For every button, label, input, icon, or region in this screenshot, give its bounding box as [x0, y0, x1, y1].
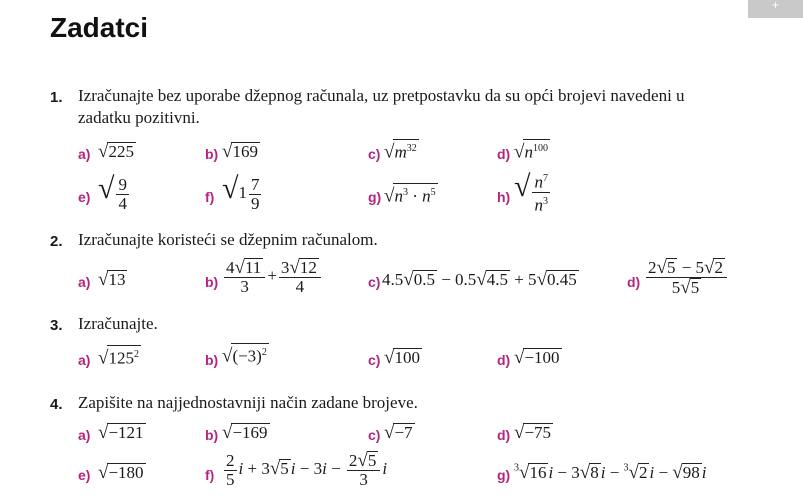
- task-text: Izračunajte koristeći se džepnim računalom.: [78, 230, 378, 249]
- item-label: b): [205, 352, 219, 368]
- item-label: a): [78, 427, 91, 443]
- item-label: d): [497, 427, 511, 443]
- item-label: c): [368, 427, 381, 443]
- item-label: a): [78, 274, 91, 290]
- math-expression: √−169: [222, 422, 268, 443]
- math-expression: $\frac{2}{5}$ i + 3√5 i − 3i − $\frac{2√5}{3}$ i: [226, 450, 388, 489]
- item-label: d): [497, 146, 511, 162]
- item-label: f): [205, 467, 215, 483]
- math-expression: $^3$√16 i − 3√8 i − $^3$√2 i − √98 i: [514, 462, 707, 483]
- item-label: b): [205, 274, 219, 290]
- math-expression: $√n^3 \cdot n^5$: [384, 183, 438, 208]
- item-label: b): [205, 427, 219, 443]
- math-expression: √−100: [514, 347, 560, 368]
- item-label: d): [627, 274, 641, 290]
- math-expression: √1 $\frac{7}{9}$: [222, 172, 260, 213]
- math-expression: $√(-3)^2$: [222, 343, 269, 368]
- math-expression: √−75: [514, 422, 552, 443]
- task-number: 3.: [50, 317, 63, 334]
- math-expression: $√n^{100}$: [514, 139, 550, 164]
- math-expression: √−7: [384, 422, 413, 443]
- task-text: Izračunajte.: [78, 314, 158, 333]
- item-label: g): [497, 467, 511, 483]
- item-label: e): [78, 467, 91, 483]
- add-button[interactable]: +: [748, 0, 803, 18]
- item-label: f): [205, 189, 215, 205]
- item-label: a): [78, 146, 91, 162]
- math-expression: √13: [98, 269, 126, 290]
- item-label: d): [497, 352, 511, 368]
- item-label: b): [205, 146, 219, 162]
- math-expression: √−180: [98, 462, 144, 483]
- item-label: c): [368, 146, 381, 162]
- page-title: Zadatci: [50, 12, 149, 43]
- item-label: g): [368, 189, 382, 205]
- task-text: zadatku pozitivni.: [78, 108, 200, 127]
- math-expression: √ $\frac{n^7}{n^3}$: [514, 170, 548, 215]
- task-number: 2.: [50, 233, 63, 250]
- item-label: e): [78, 189, 91, 205]
- math-expression: √225: [98, 141, 134, 162]
- math-expression: $\frac{2√5 - 5√2}{5√5}$: [644, 258, 729, 297]
- item-label: a): [78, 352, 91, 368]
- task-text: Zapišite na najjednostavniji način zadane brojeve.: [78, 393, 418, 412]
- item-label: h): [497, 189, 511, 205]
- task-number: 4.: [50, 396, 63, 413]
- task-number: 1.: [50, 89, 63, 106]
- math-expression: $√m^{32}$: [384, 139, 419, 164]
- math-expression: $\frac{4√11}{3}$ + $\frac{3√12}{4}$: [222, 258, 323, 296]
- math-expression: 4.5√0.5 − 0.5√4.5 + 5√0.45: [382, 269, 577, 290]
- math-expression: √100: [384, 347, 420, 368]
- task-text: Izračunajte bez uporabe džepnog računala, uz pretpostavku da su opći brojevi navedeni u: [78, 86, 685, 105]
- item-label: c): [368, 352, 381, 368]
- math-expression: $√125^2$: [98, 345, 141, 370]
- math-expression: √ $\frac{9}{4}$: [98, 172, 127, 213]
- math-expression: √−121: [98, 422, 144, 443]
- math-expression: √169: [222, 141, 258, 162]
- item-label: c): [368, 274, 381, 290]
